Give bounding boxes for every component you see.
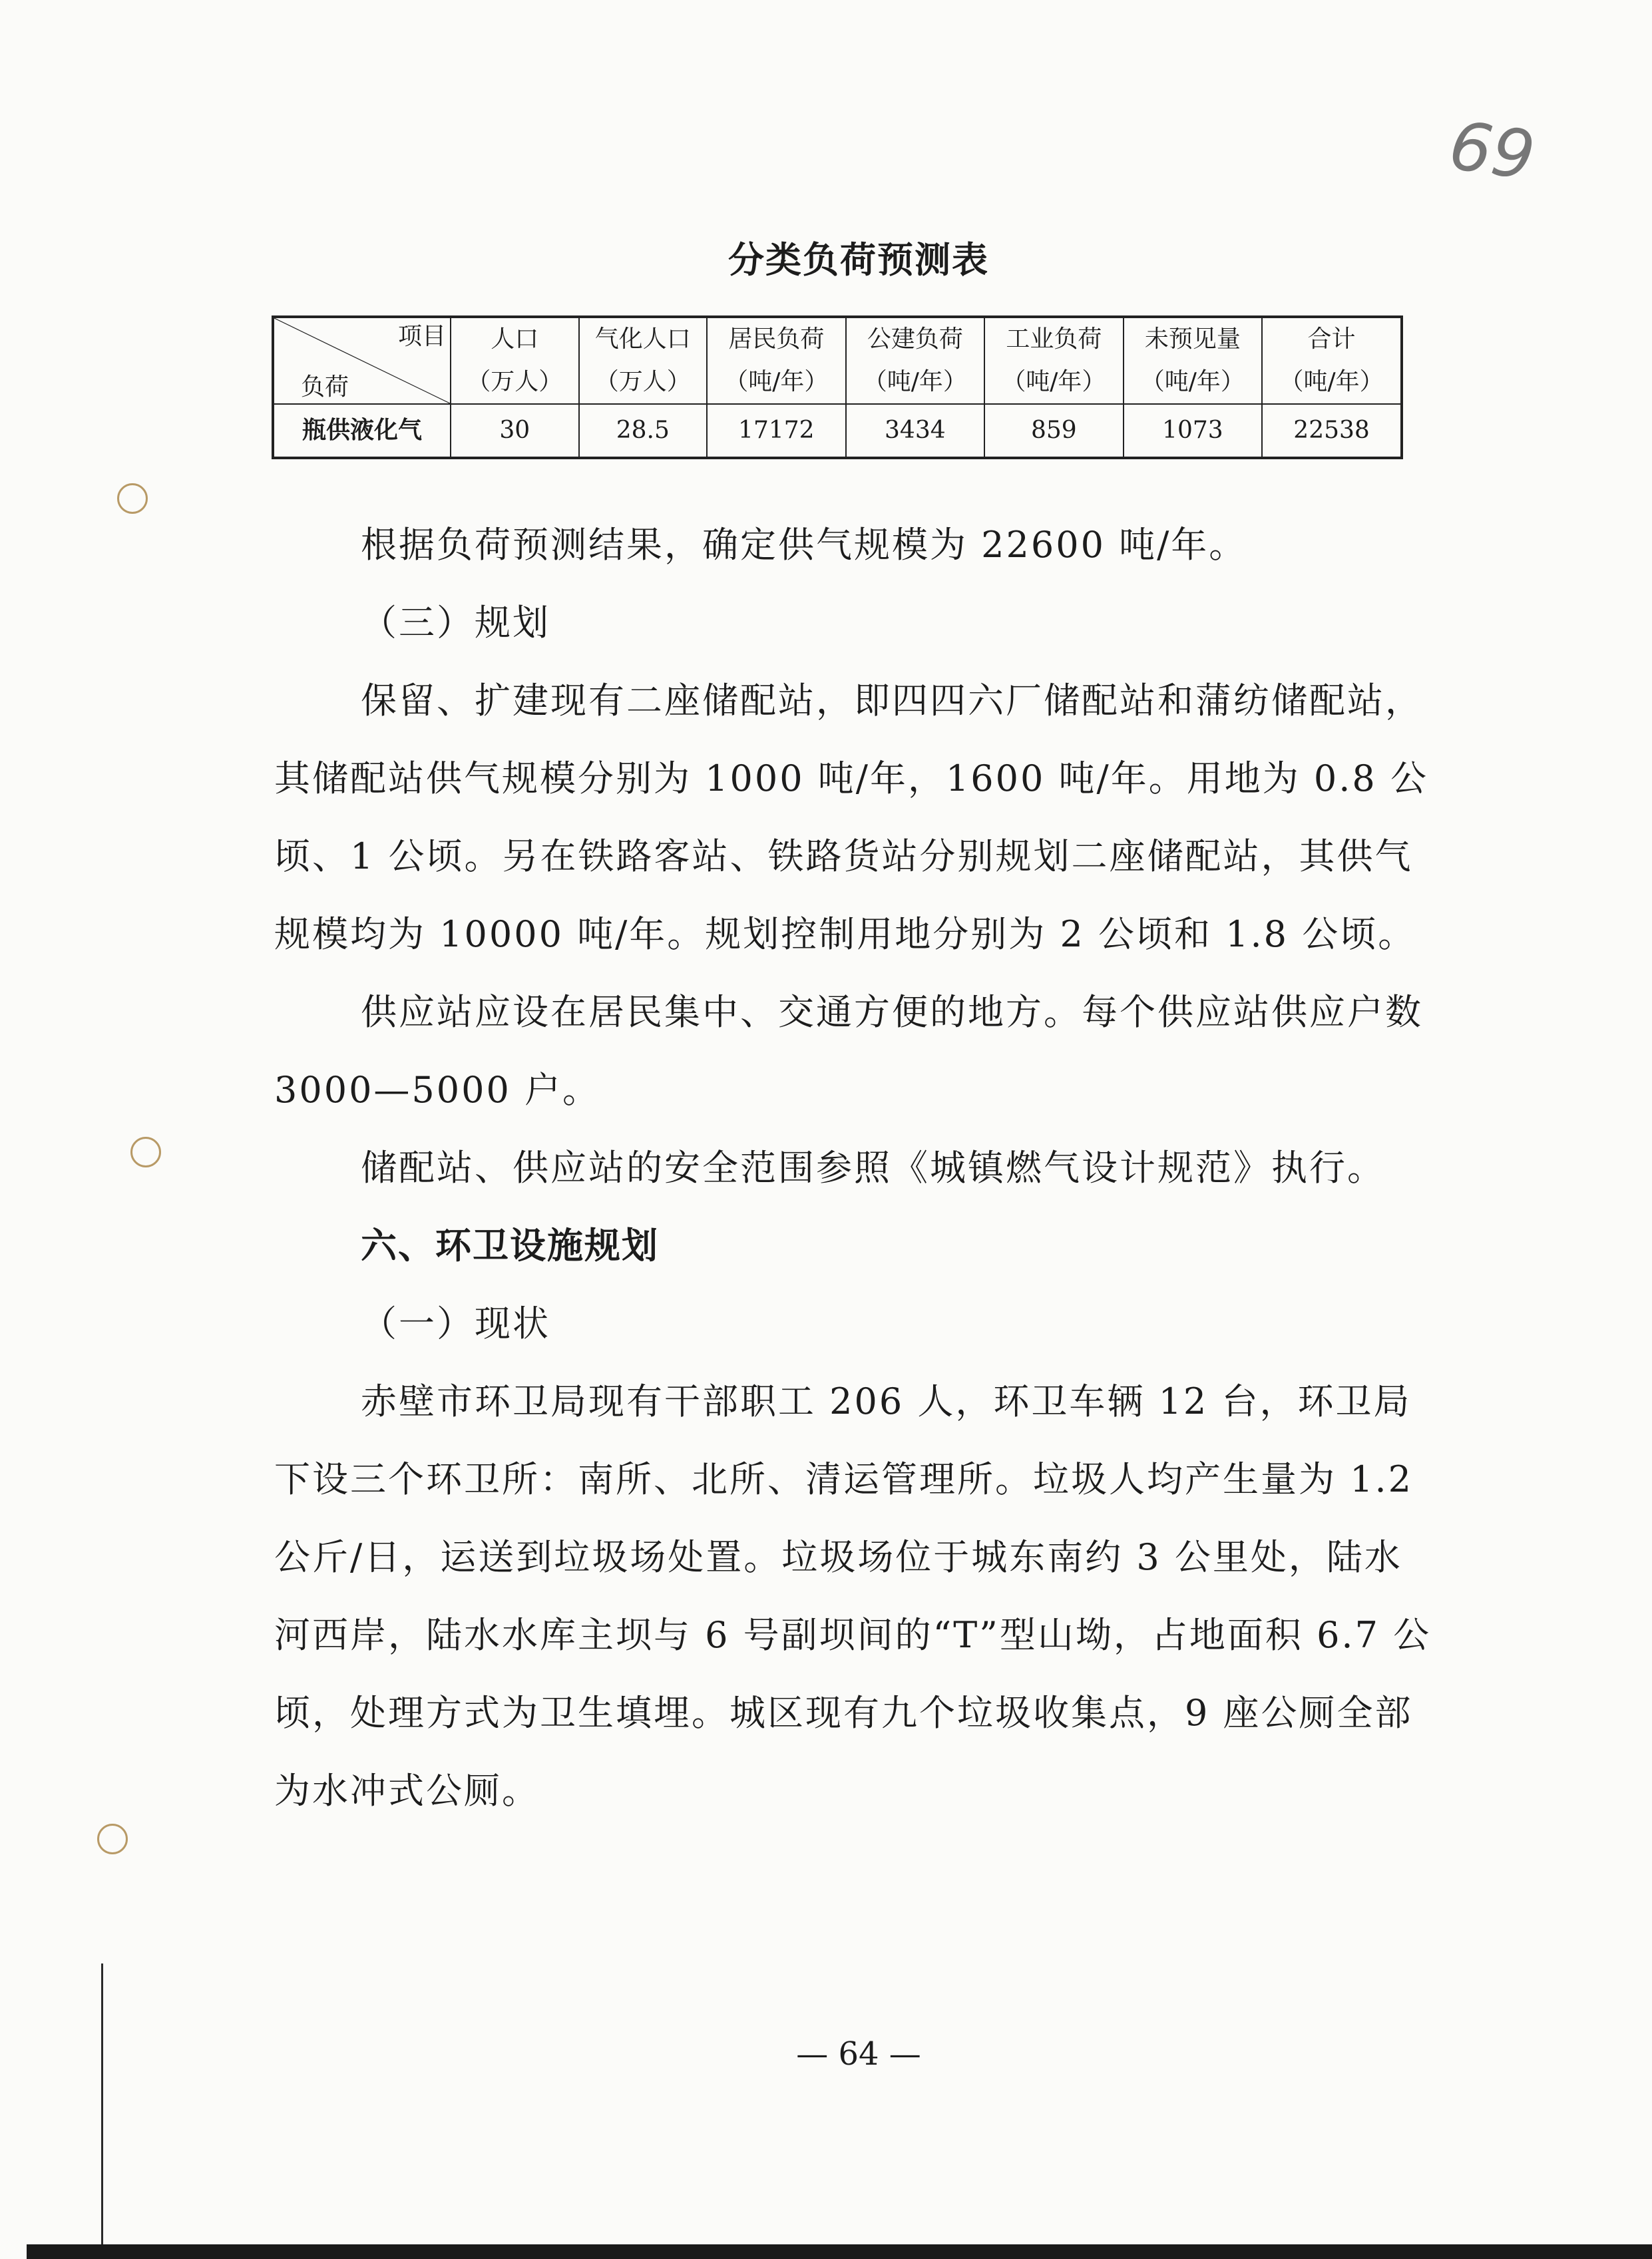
corner-label-load: 负荷 — [301, 373, 349, 401]
row-label-cell: 瓶供液化气 — [273, 404, 451, 458]
section-heading: 六、环卫设施规划 — [361, 1225, 659, 1267]
header-cell: 公建负荷 （吨/年） — [846, 317, 985, 404]
table-title: 分类负荷预测表 — [728, 239, 989, 281]
table-cell: 30 — [451, 404, 579, 458]
body-text — [274, 506, 1432, 1830]
section-subheading: （三）规划 — [361, 602, 550, 644]
table-cell: 859 — [984, 404, 1124, 458]
header-cell: 合计 （吨/年） — [1262, 317, 1402, 404]
table-corner-cell — [273, 317, 451, 404]
paragraph: 根据负荷预测结果，确定供气规模为 22600 吨/年。 — [361, 524, 1247, 566]
table-cell: 17172 — [707, 404, 846, 458]
table-cell: 28.5 — [579, 404, 708, 458]
punch-hole — [130, 1137, 161, 1167]
header-cell: 居民负荷 （吨/年） — [707, 317, 846, 404]
section-subheading: （一）现状 — [361, 1303, 550, 1344]
table-row — [273, 404, 1402, 458]
page-number: — 64 — — [796, 2035, 921, 2073]
paragraph: 赤壁市环卫局现有干部职工 206 人，环卫车辆 12 台，环卫局下设三个环卫所：南所、北所、清运管理所。垃圾人均产生量为 1.2 公斤/日，运送到垃圾场处置。垃圾场位于城东南约 3 公里处，陆水河西岸，陆水水库主坝与 6 号副坝间的“T”型山坳，占地面积 6.7 公顷，处理方式为卫生填埋。城区现有九个垃圾收集点，9 座公厕全部为水冲式公厕。 — [274, 1380, 1432, 1812]
handwritten-page-mark: 69 — [1444, 106, 1540, 196]
table-cell: 22538 — [1262, 404, 1402, 458]
header-cell: 未预见量 （吨/年） — [1124, 317, 1263, 404]
table-cell: 3434 — [846, 404, 985, 458]
binding-edge — [101, 1963, 103, 2259]
header-cell: 人口 （万人） — [451, 317, 579, 404]
table-header-row — [273, 317, 1402, 404]
load-forecast-table — [272, 315, 1403, 459]
header-cell: 气化人口 （万人） — [579, 317, 708, 404]
paragraph: 保留、扩建现有二座储配站，即四四六厂储配站和蒲纺储配站，其储配站供气规模分别为 1000 吨/年，1600 吨/年。用地为 0.8 公顷、1 公顷。另在铁路客站、铁路货站分别规划二座储配站，其供气规模均为 10000 吨/年。规划控制用地分别为 2 公顷和 1.8 公顷。 — [274, 680, 1428, 955]
punch-hole — [97, 1824, 128, 1854]
header-cell: 工业负荷 （吨/年） — [984, 317, 1124, 404]
table-cell: 1073 — [1124, 404, 1263, 458]
paragraph: 储配站、供应站的安全范围参照《城镇燃气设计规范》执行。 — [361, 1147, 1385, 1189]
corner-label-item: 项目 — [397, 323, 446, 350]
paragraph: 供应站应设在居民集中、交通方便的地方。每个供应站供应户数 3000—5000 户。 — [274, 991, 1423, 1111]
scan-edge-bar — [27, 2244, 1652, 2259]
punch-hole — [117, 483, 148, 514]
